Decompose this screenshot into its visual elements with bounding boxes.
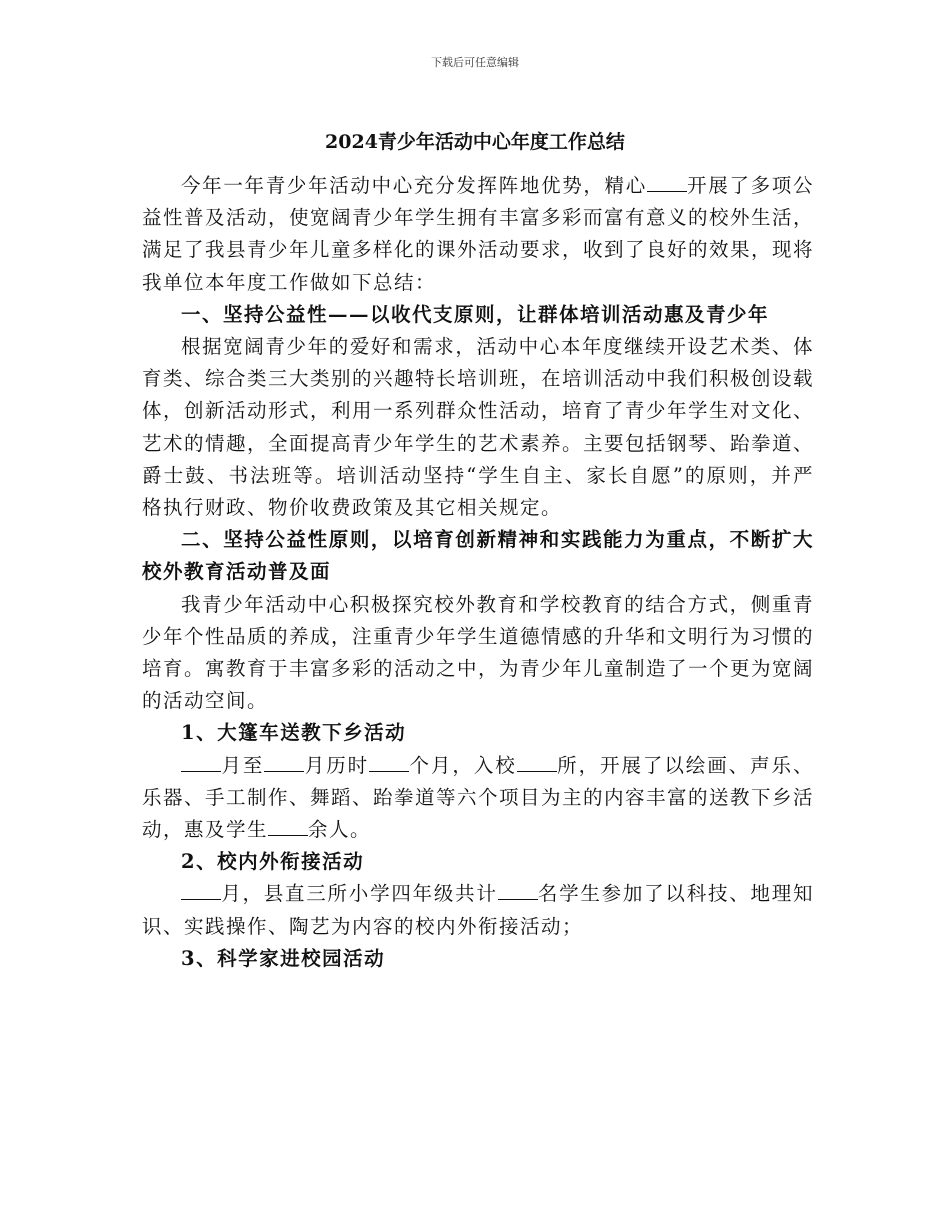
subsection-paragraph-1: 月至 月历时 个月，入校 所，开展了以绘画、声乐、乐器、手工制作、舞蹈、跆拳道等六个项目为主的内容丰富的送教下乡活动，惠及学生 余人。 [142, 750, 814, 847]
blank-field [498, 879, 538, 900]
section-paragraph-1: 根据宽阔青少年的爱好和需求，活动中心本年度继续开设艺术类、体育类、综合类三大类别的兴趣特长培训班，在培训活动中我们积极创设载体，创新活动形式，利用一系列群众性活动，培育了青少年学生对文化、艺术的情趣，全面提高青少年学生的艺术素养。主要包括钢琴、跆拳道、爵士鼓、书法班等。培训活动坚持“学生自主、家长自愿”的原则，并严格执行财政、物价收费政策及其它相关规定。 [142, 335, 815, 520]
section-heading-1: 一、坚持公益性——以收代支原则，让群体培训活动惠及青少年 [181, 302, 770, 326]
subsection-heading-2: 2、校内外衔接活动 [181, 850, 365, 874]
header-note: 下载后可任意编辑 [431, 56, 519, 69]
blank-field [181, 750, 221, 771]
blank-field [647, 171, 687, 192]
blank-field [268, 815, 308, 836]
intro-paragraph: 今年一年青少年活动中心充分发挥阵地优势，精心 开展了多项公益性普及活动，使宽阔青少年学生拥有丰富多彩而富有意义的校外生活，满足了我县青少年儿童多样化的课外活动要求，收到了良好的效果，现将我单位本年度工作做如下总结： [142, 170, 814, 299]
section-heading-2: 二、坚持公益性原则，以培育创新精神和实践能力为重点，不断扩大校外教育活动普及面 [142, 528, 814, 584]
document-body [142, 170, 814, 975]
blank-field [181, 879, 221, 900]
blank-field [517, 750, 557, 771]
document-title: 2024青少年活动中心年度工作总结 [325, 131, 625, 153]
subsection-heading-1: 1、大篷车送教下乡活动 [181, 721, 407, 745]
subsection-paragraph-2: 月，县直三所小学四年级共计 名学生参加了以科技、地理知识、实践操作、陶艺为内容的校内外衔接活动； [142, 878, 814, 942]
blank-field [369, 750, 409, 771]
section-paragraph-2: 我青少年活动中心积极探究校外教育和学校教育的结合方式，侧重青少年个性品质的养成，注重青少年学生道德情感的升华和文明行为习惯的培育。寓教育于丰富多彩的活动之中，为青少年儿童制造了一个更为宽阔的活动空间。 [142, 592, 815, 713]
blank-field [264, 750, 304, 771]
subsection-heading-3: 3、科学家进校园活动 [181, 946, 386, 970]
